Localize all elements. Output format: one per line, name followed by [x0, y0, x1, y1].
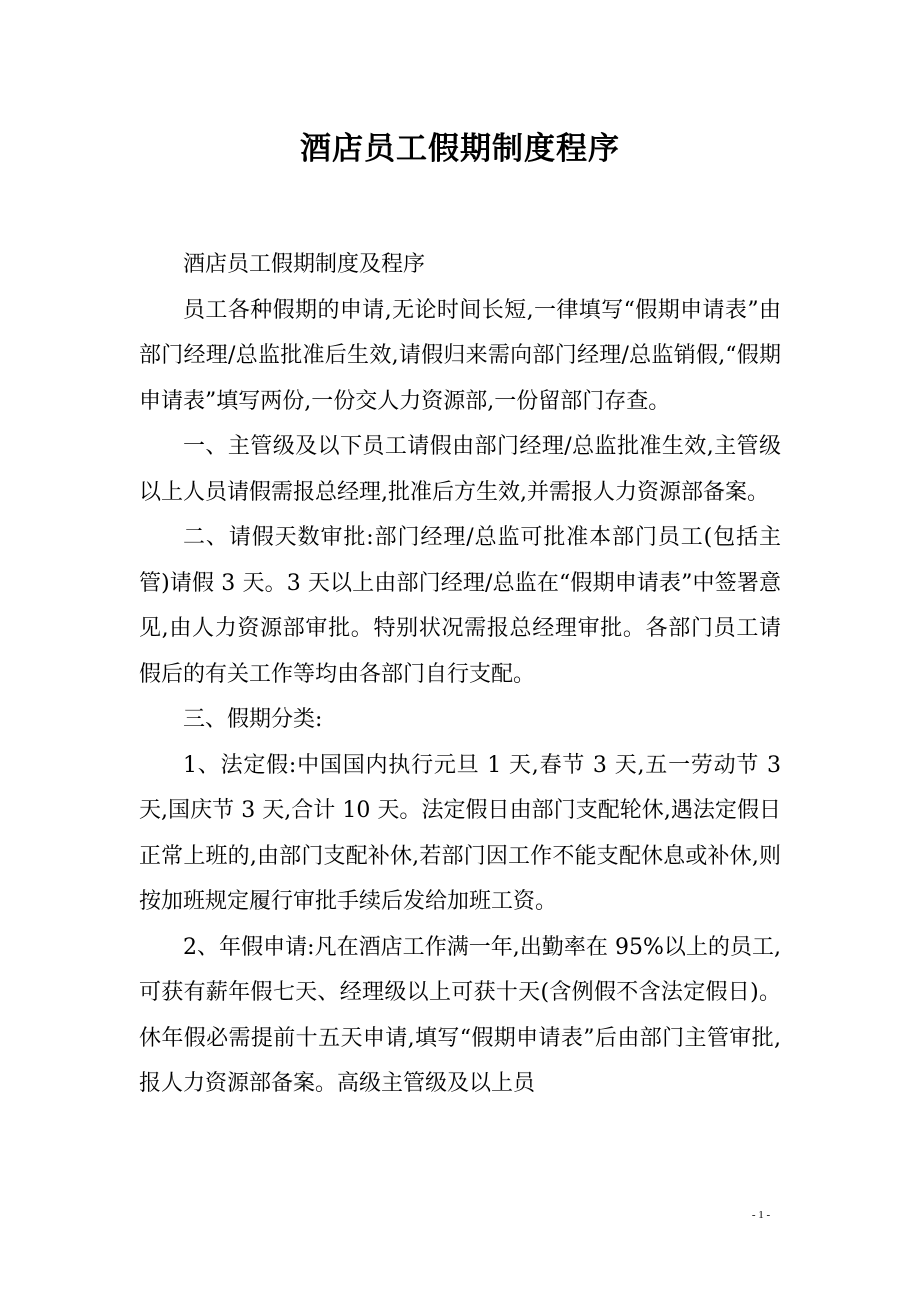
paragraph-application-procedure: 员工各种假期的申请,无论时间长短,一律填写“假期申请表”由部门经理/总监批准后生效,请假归来需向部门经理/总监销假,“假期申请表”填写两份,一份交人力资源部,一份留部门存查。	[139, 297, 781, 414]
paragraph-annual-leave: 2、年假申请:凡在酒店工作满一年,出勤率在 95%以上的员工,可获有薪年假七天、经理级以上可获十天(含例假不含法定假日)。休年假必需提前十五天申请,填写“假期申请表”后由部门主管审批,报人力资源部备案。高级主管级及以上员	[139, 934, 781, 1096]
paragraph-statutory-holidays: 1、法定假:中国国内执行元旦 1 天,春节 3 天,五一劳动节 3 天,国庆节 3 天,合计 10 天。法定假日由部门支配轮休,遇法定假日正常上班的,由部门支配补休,若部门因工作不能支配休息或补休,则按加班规定履行审批手续后发给加班工资。	[139, 752, 781, 914]
paragraph-approval-levels: 一、主管级及以下员工请假由部门经理/总监批准生效,主管级以上人员请假需报总经理,批准后方生效,并需报人力资源部备案。	[139, 434, 781, 505]
page-number: - 1 -	[751, 1209, 771, 1221]
paragraph-leave-categories: 三、假期分类:	[183, 707, 323, 732]
section-heading: 酒店员工假期制度及程序	[183, 252, 426, 277]
paragraph-leave-days-approval: 二、请假天数审批:部门经理/总监可批准本部门员工(包括主管)请假 3 天。3 天以上由部门经理/总监在“假期申请表”中签署意见,由人力资源部审批。特别状况需报总经理审批。各部门员工请假后的有关工作等均由各部门自行支配。	[139, 525, 781, 687]
document-body	[139, 242, 781, 1107]
page-title: 酒店员工假期制度程序	[300, 131, 620, 167]
